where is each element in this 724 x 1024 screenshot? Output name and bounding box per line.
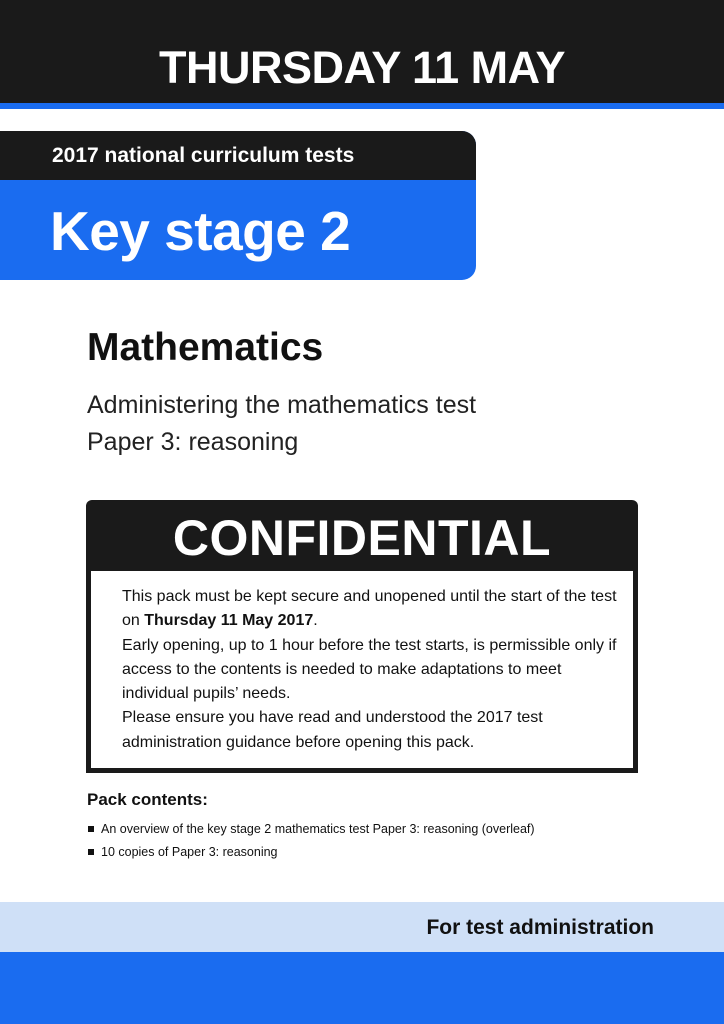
- bullet-icon: [88, 826, 94, 832]
- notice-date: Thursday 11 May 2017: [144, 612, 314, 630]
- test-date: THURSDAY 11 MAY: [158, 42, 565, 93]
- list-item-text: 10 copies of Paper 3: reasoning: [101, 845, 278, 859]
- list-item: [87, 820, 535, 843]
- notice-paragraph-1: [122, 585, 628, 634]
- key-stage-box: [0, 131, 476, 280]
- pack-contents-heading: Pack contents:: [87, 790, 208, 809]
- admin-band: [0, 902, 724, 952]
- subtitle-line-1: Administering the mathematics test: [87, 391, 477, 419]
- confidential-heading: CONFIDENTIAL: [172, 510, 552, 566]
- bullet-icon: [88, 849, 94, 855]
- notice-text-end: .: [313, 612, 318, 630]
- bottom-bar: [0, 952, 724, 1024]
- subject-title: Mathematics: [87, 326, 324, 369]
- date-banner: [0, 0, 724, 109]
- subtitle-line-2: Paper 3: reasoning: [87, 428, 299, 456]
- key-stage-title: Key stage 2: [50, 200, 351, 262]
- list-item: [87, 843, 535, 866]
- admin-label: For test administration: [426, 916, 654, 939]
- notice-text: This pack must be kept secure and unopened until the start of the test on: [122, 588, 617, 630]
- confidential-box: [86, 500, 638, 773]
- pack-contents-list: [87, 820, 535, 866]
- confidential-notice: [91, 571, 633, 768]
- notice-paragraph-2: Early opening, up to 1 hour before the test starts, is permissible only if access to the contents is needed to make adaptations to meet individual pupils’ needs.: [122, 636, 617, 703]
- notice-paragraph-3: Please ensure you have read and understood the 2017 test administration guidance before opening this pack.: [122, 709, 543, 751]
- list-item-text: An overview of the key stage 2 mathematics test Paper 3: reasoning (overleaf): [101, 822, 535, 836]
- tests-label: 2017 national curriculum tests: [0, 131, 476, 180]
